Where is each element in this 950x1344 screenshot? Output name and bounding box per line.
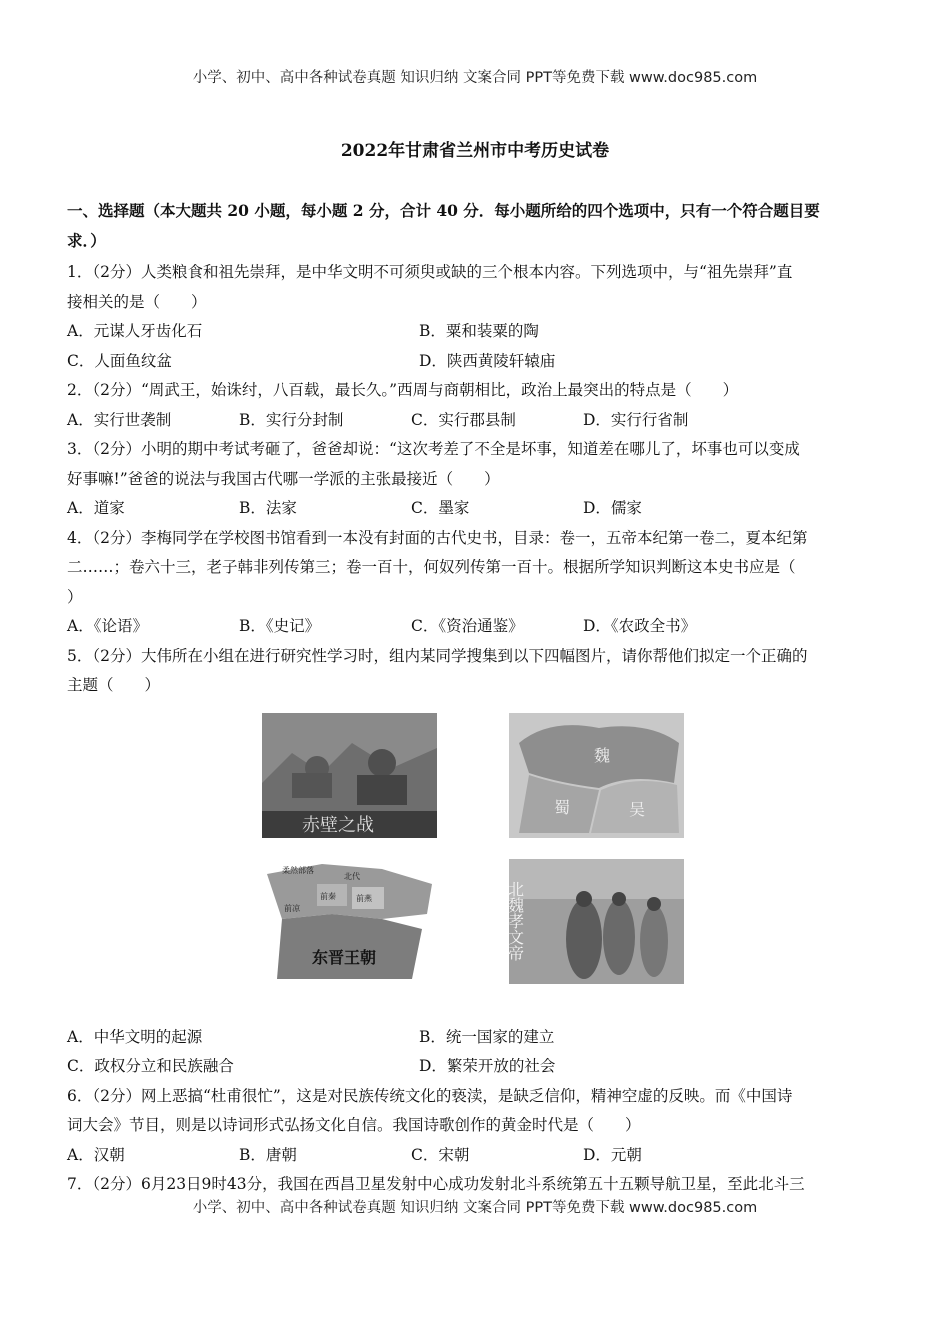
option-c: C．墨家 [411, 499, 470, 517]
map-label: 北代 [344, 871, 360, 881]
map-label: 前燕 [356, 893, 372, 903]
image-three-kingdoms-map [509, 713, 684, 838]
image-caption: 赤壁之战 [302, 814, 374, 836]
question-5: 5．（2分）大伟所在小组在进行研究性学习时，组内某同学搜集到以下四幅图片，请你帮他们拟定一个正确的 主题（ ） 赤壁之战 魏 蜀 吴 柔然部落 北代 前秦 前燕 前凉 东晋王朝 北魏孝文帝 A．中华文明的起源 B．统一国家的建立 C．政权分立和民族融合 D．繁荣开放的社会 [67, 642, 885, 1082]
exam-content [67, 196, 885, 1200]
three-kingdoms-map [509, 713, 684, 838]
option-b: B．《史记》 [239, 617, 321, 635]
option-a: A．中华文明的起源 [67, 1027, 203, 1046]
image-xiaowen-emperor [505, 859, 684, 984]
map-label: 前凉 [284, 903, 300, 913]
section-heading: 一、选择题（本大题共 20 小题，每小题 2 分，合计 40 分．每小题所给的四个选项中，只有一个符合题目要 求．） [67, 201, 820, 250]
option-a: A．《论语》 [67, 617, 148, 635]
map-label: 前秦 [320, 891, 336, 901]
map-label: 吴 [629, 799, 646, 819]
option-a: A．道家 [67, 499, 125, 517]
map-label: 柔然部落 [282, 865, 314, 875]
option-c: C．《资治通鉴》 [411, 617, 524, 635]
option-d: D．元朝 [583, 1145, 642, 1164]
option-b: B．实行分封制 [239, 410, 344, 429]
image-chibi-battle [262, 713, 437, 838]
question-2: 2．（2分）“周武王，始诛纣，八百载，最长久。”西周与商朝相比，政治上最突出的特点是（ ） A．实行世袭制 B．实行分封制 C．实行郡县制 D．实行行省制 [67, 376, 885, 435]
question-7: 7．（2分）6月23日9时43分，我国在西昌卫星发射中心成功发射北斗系统第五十五颗导航卫星，至此北斗三 [67, 1175, 805, 1193]
emperor-painting [505, 859, 684, 984]
map-label: 蜀 [554, 797, 571, 817]
question-1: 1．（2分）人类粮食和祖先崇拜，是中华文明不可须臾或缺的三个根本内容。下列选项中，与“祖先崇拜”直 接相关的是（ ） A．元谋人牙齿化石 B．粟和装粟的陶 C．人面鱼纹盆 D．陕西黄陵轩辕庙 [67, 258, 885, 376]
option-c: C．人面鱼纹盆 [67, 351, 172, 370]
question-3: 3．（2分）小明的期中考试考砸了，爸爸却说：“这次考差了不全是坏事，知道差在哪儿了，坏事也可以变成 好事嘛!”爸爸的说法与我国古代哪一学派的主张最接近（ ） A．道家 B．法家 C．墨家 D．儒家 [67, 435, 885, 524]
question-5-images [67, 707, 885, 1019]
page-header: 小学、初中、高中各种试卷真题 知识归纳 文案合同 PPT等免费下载 www.doc985.com [192, 70, 758, 86]
map-label: 魏 [594, 745, 611, 765]
image-caption: 东晋王朝 [312, 947, 377, 967]
option-a: A．元谋人牙齿化石 [67, 322, 203, 340]
option-c: C．实行郡县制 [411, 410, 516, 429]
option-c: C．宋朝 [411, 1145, 470, 1164]
image-eastern-jin-map [262, 859, 437, 984]
option-d: D．《农政全书》 [583, 617, 697, 635]
option-b: B．法家 [239, 499, 297, 517]
option-b: B．唐朝 [239, 1145, 297, 1164]
page-footer: 小学、初中、高中各种试卷真题 知识归纳 文案合同 PPT等免费下载 www.doc985.com [192, 1200, 758, 1216]
option-d: D．陕西黄陵轩辕庙 [419, 351, 556, 370]
option-b: B．统一国家的建立 [419, 1027, 555, 1046]
question-6: 6．（2分）网上恶搞“杜甫很忙”，这是对民族传统文化的亵渎，是缺乏信仰，精神空虚的反映。而《中国诗 词大会》节目，则是以诗词形式弘扬文化自信。我国诗歌创作的黄金时代是（ ） A．汉朝 B．唐朝 C．宋朝 D．元朝 [67, 1082, 885, 1171]
option-d: D．实行行省制 [583, 410, 689, 429]
option-c: C．政权分立和民族融合 [67, 1057, 234, 1075]
eastern-jin-map [262, 859, 437, 984]
question-4: 4．（2分）李梅同学在学校图书馆看到一本没有封面的古代史书，目录：卷一，五帝本纪第一卷二，夏本纪第 二……；卷六十三，老子韩非列传第三；卷一百十，何奴列传第一百十。根据所学知识判断这本史书应是（ ） A．《论语》 B．《史记》 C．《资治通鉴》 D．《农政全书》 [67, 524, 885, 642]
option-d: D．繁荣开放的社会 [419, 1057, 556, 1075]
option-b: B．粟和装粟的陶 [419, 322, 539, 340]
option-a: A．实行世袭制 [67, 410, 172, 429]
image-caption: 北魏孝文帝 [505, 880, 525, 961]
option-a: A．汉朝 [67, 1145, 125, 1164]
battle-scene-image [262, 713, 437, 838]
option-d: D．儒家 [583, 499, 642, 517]
page-title: 2022年甘肃省兰州市中考历史试卷 [340, 141, 610, 161]
